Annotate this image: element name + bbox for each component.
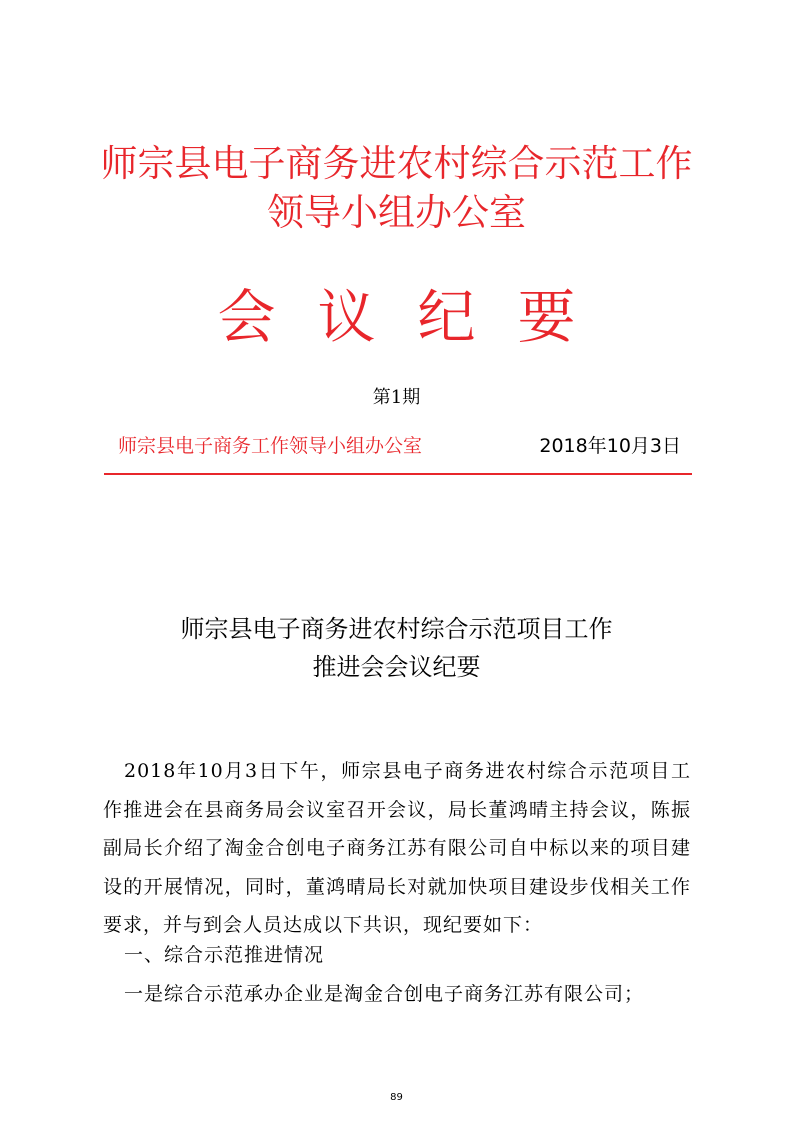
issue-number: 第1期 xyxy=(372,387,421,408)
page-number: 89 xyxy=(390,1092,403,1103)
letterhead-title-line-1: 师宗县电子商务进农村综合示范工作 xyxy=(100,142,693,185)
document-title-line-2: 推进会会议纪要 xyxy=(312,653,481,681)
list-item: 一是综合示范承办企业是淘金合创电子商务江苏有限公司； xyxy=(124,983,645,1005)
issue-date: 2018年10月3日 xyxy=(539,435,681,457)
letterhead-title-line-2: 领导小组办公室 xyxy=(267,191,526,234)
body-paragraph: 2018年10月3日下午，师宗县电子商务进农村综合示范项目工作推进会在县商务局会议室召开会议，局长董鸿晴主持会议，陈振副局长介绍了淘金合创电子商务江苏有限公司自中标以来的项目建设的开展情况，同时，董鸿晴局长对就加快项目建设步伐相关工作要求，并与到会人员达成以下共识，现纪要如下： xyxy=(103,760,691,936)
minutes-label: 会议纪要 xyxy=(217,283,618,351)
document-title-line-1: 师宗县电子商务进农村综合示范项目工作 xyxy=(180,615,613,643)
red-divider-line xyxy=(104,473,692,475)
issuer-row xyxy=(118,432,681,460)
section-heading: 一、综合示范推进情况 xyxy=(124,944,325,966)
issuer-name: 师宗县电子商务工作领导小组办公室 xyxy=(118,435,423,457)
